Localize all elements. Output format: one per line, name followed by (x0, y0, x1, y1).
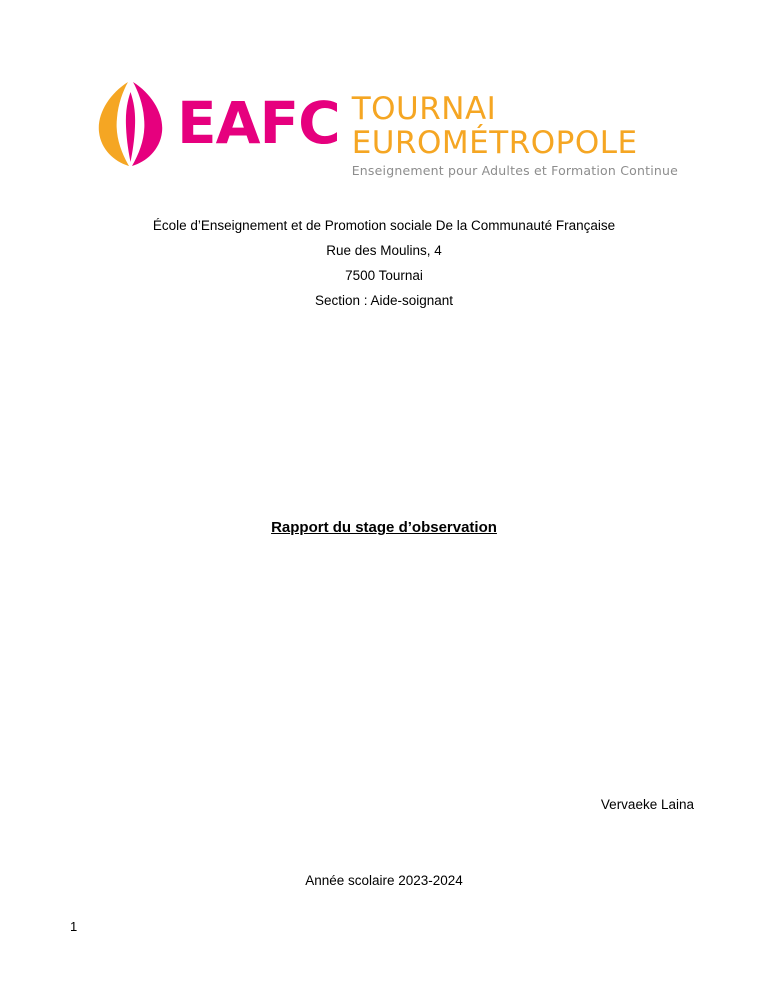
address-line-street: Rue des Moulins, 4 (326, 243, 442, 258)
logo-tagline: Enseignement pour Adultes et Formation Continue (351, 163, 679, 178)
eafc-logo (95, 78, 678, 179)
page-title-text: Rapport du stage d’observation (271, 519, 497, 536)
address-line-city: 7500 Tournai (345, 268, 423, 283)
eafc-flame-icon (95, 78, 167, 170)
address-line-school: École d’Enseignement et de Promotion sociale De la Communauté Française (152, 218, 616, 233)
school-year: Année scolaire 2023-2024 (305, 873, 463, 888)
logo-acronym: EAFC (177, 89, 340, 157)
address-line-section: Section : Aide-soignant (314, 293, 454, 308)
page-number: 1 (70, 919, 78, 934)
logo-line-tournai: TOURNAI (351, 91, 497, 127)
author-name: Vervaeke Laina (600, 797, 694, 812)
logo-wordmark (177, 78, 678, 179)
school-address-block (0, 213, 768, 313)
logo-line-eurometropole: EUROMÉTROPOLE (351, 125, 638, 161)
page-title (0, 519, 768, 536)
